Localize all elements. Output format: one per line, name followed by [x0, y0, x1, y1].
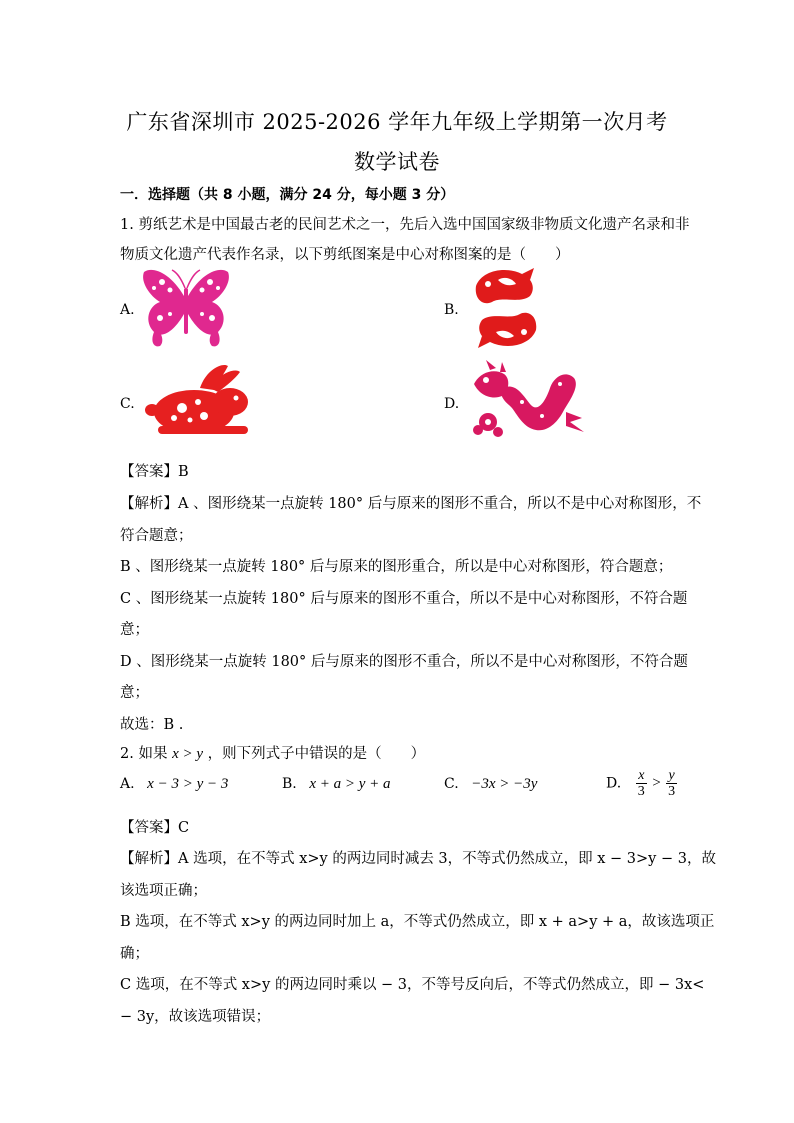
- q2-stem-condition: x > y: [172, 746, 203, 762]
- q1-analysis-line: C 、图形绕某一点旋转 180° 后与原来的图形不重合，所以不是中心对称图形，不符合题: [120, 591, 688, 607]
- q2-option-a-label: A.: [120, 776, 135, 792]
- q2-analysis-line: 确；: [120, 946, 149, 962]
- q2-stem-suffix: ，则下列式子中错误的是（ ）: [207, 746, 426, 762]
- q2-option-d-operator: >: [651, 775, 662, 791]
- q2-option-a-expr: x − 3 > y − 3: [147, 776, 229, 792]
- q1-analysis-line: 意；: [120, 685, 149, 701]
- q2-option-d: [606, 768, 677, 799]
- q2-option-b-label: B.: [282, 776, 297, 792]
- q1-analysis-line: 意；: [120, 622, 149, 638]
- q1-analysis-line: D 、图形绕某一点旋转 180° 后与原来的图形不重合，所以不是中心对称图形，不符合题: [120, 654, 688, 670]
- q2-option-c: [444, 776, 537, 793]
- q2-option-c-label: C.: [444, 776, 459, 792]
- q2-stem: [120, 742, 425, 763]
- q2-analysis-line: C 选项，在不等式 x>y 的两边同时乘以 − 3，不等号反向后，不等式仍然成立，即 − 3x<: [120, 977, 705, 993]
- q2-analysis-line: 【解析】A 选项，在不等式 x>y 的两边同时减去 3，不等式仍然成立，即 x − 3>y − 3，故: [120, 851, 716, 867]
- q1-analysis-line: B 、图形绕某一点旋转 180° 后与原来的图形重合，所以是中心对称图形，符合题意；: [120, 559, 673, 575]
- q2-option-c-expr: −3x > −3y: [471, 776, 538, 792]
- fish-papercut-image: [466, 266, 546, 350]
- page-title: 广东省深圳市 2025-2026 学年九年级上学期第一次月考: [126, 110, 668, 134]
- q2-answer: 【答案】C: [120, 820, 190, 836]
- q2-option-a: [120, 776, 228, 793]
- q1-analysis-line: 符合题意；: [120, 528, 193, 544]
- q1-stem-line1: 1. 剪纸艺术是中国最古老的民间艺术之一，先后入选中国国家级非物质文化遗产名录和非: [120, 217, 690, 233]
- q2-stem-prefix: 2. 如果: [120, 746, 168, 762]
- q2-option-d-right-fraction: $\frac{y}{3}$: [668, 768, 676, 799]
- dragon-papercut-image: [470, 360, 586, 440]
- q1-conclusion: 故选：B .: [120, 717, 184, 733]
- q2-option-b-expr: x + a > y + a: [309, 776, 391, 792]
- q2-option-b: [282, 776, 391, 793]
- q1-option-a-label: A.: [120, 302, 135, 318]
- q2-analysis-line: B 选项，在不等式 x>y 的两边同时加上 a，不等式仍然成立，即 x + a>y + a，故该选项正: [120, 914, 715, 930]
- q1-option-c-label: C.: [120, 396, 135, 412]
- q2-analysis-line: − 3y，故该选项错误；: [120, 1009, 271, 1025]
- q2-option-d-label: D.: [606, 775, 622, 792]
- q1-answer: 【答案】B: [120, 464, 189, 480]
- q1-analysis-line: 【解析】A 、图形绕某一点旋转 180° 后与原来的图形不重合，所以不是中心对称图形，不: [120, 496, 702, 512]
- q2-option-d-left-fraction: $\frac{x}{3}$: [637, 768, 645, 799]
- q2-analysis-line: 该选项正确；: [120, 883, 207, 899]
- butterfly-papercut-image: [140, 266, 232, 350]
- section-heading: 一．选择题（共 8 小题，满分 24 分，每小题 3 分）: [120, 187, 455, 203]
- q1-option-b-label: B.: [444, 302, 459, 318]
- page-subtitle: 数学试卷: [354, 150, 440, 174]
- rabbit-papercut-image: [144, 362, 264, 440]
- q1-stem-line2: 物质文化遗产代表作名录，以下剪纸图案是中心对称图案的是（ ）: [120, 247, 570, 263]
- q1-option-d-label: D.: [444, 396, 460, 412]
